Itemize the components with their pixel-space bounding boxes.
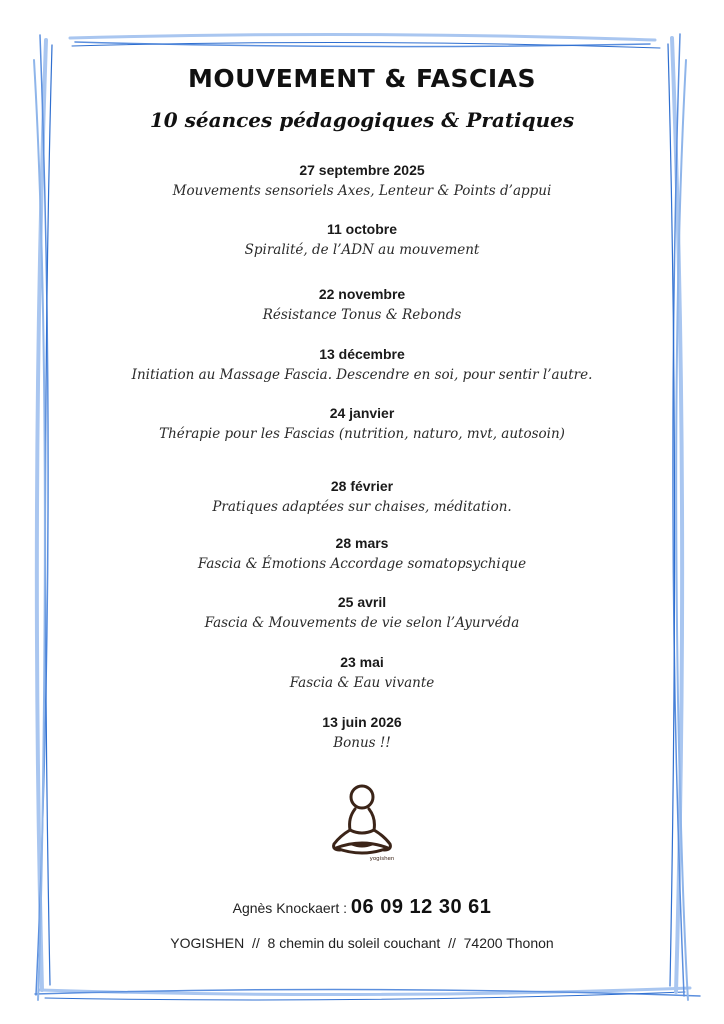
session-item xyxy=(40,403,684,445)
session-topic: Initiation au Massage Fascia. Descendre en soi, pour sentir l’autre. xyxy=(131,367,593,383)
contact-line xyxy=(0,896,724,919)
session-topic: Mouvements sensoriels Axes, Lenteur & Points d’appui xyxy=(172,183,552,199)
session-date: 13 décembre xyxy=(319,346,405,362)
session-item xyxy=(40,592,684,634)
session-date: 24 janvier xyxy=(329,405,395,421)
session-item xyxy=(40,344,684,386)
session-topic: Fascia & Émotions Accordage somatopsychique xyxy=(197,556,527,572)
session-date: 22 novembre xyxy=(318,286,406,302)
session-date: 25 avril xyxy=(337,594,387,610)
session-date: 11 octobre xyxy=(326,221,398,237)
session-topic: Fascia & Eau vivante xyxy=(289,675,435,691)
phone-number: 06 09 12 30 61 xyxy=(350,896,492,918)
session-date: 28 mars xyxy=(335,535,389,551)
session-topic: Résistance Tonus & Rebonds xyxy=(262,307,462,323)
session-topic: Pratiques adaptées sur chaises, méditation. xyxy=(212,499,512,515)
session-item xyxy=(40,284,684,326)
page-title: MOUVEMENT & FASCIAS xyxy=(187,64,537,93)
meditating-figure-icon xyxy=(322,782,402,864)
session-item xyxy=(40,160,684,202)
page-subtitle: 10 séances pédagogiques & Pratiques xyxy=(149,108,575,132)
session-item xyxy=(40,476,684,518)
session-topic: Thérapie pour les Fascias (nutrition, naturo, mvt, autosoin) xyxy=(159,426,565,442)
session-item xyxy=(40,533,684,575)
session-date: 23 mai xyxy=(340,654,384,670)
session-item xyxy=(40,712,684,754)
logo-text: yogishen xyxy=(369,856,395,862)
session-date: 28 février xyxy=(330,478,394,494)
session-item xyxy=(40,652,684,694)
address-line: YOGISHEN // 8 chemin du soleil couchant // 74200 Thonon xyxy=(170,935,554,951)
session-topic: Fascia & Mouvements de vie selon l’Ayurvéda xyxy=(204,615,520,631)
session-topic: Bonus !! xyxy=(333,735,391,751)
contact-name: Agnès Knockaert : xyxy=(232,900,351,916)
session-topic: Spiralité, de l’ADN au mouvement xyxy=(244,242,480,258)
session-date: 27 septembre 2025 xyxy=(299,162,425,178)
session-date: 13 juin 2026 xyxy=(322,714,402,730)
session-item xyxy=(40,219,684,261)
